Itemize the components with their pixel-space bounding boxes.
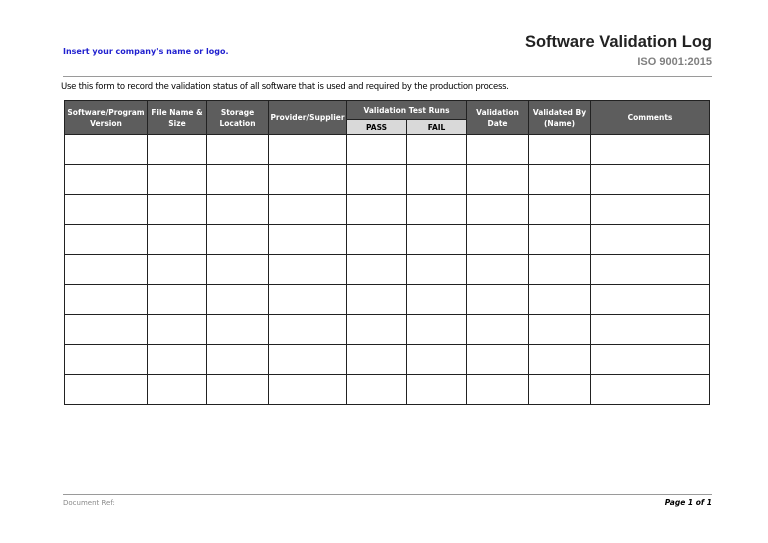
cell-provider-supplier[interactable] [269,195,347,225]
cell-validation-date[interactable] [467,375,529,405]
cell-storage-location[interactable] [207,315,269,345]
cell-pass[interactable] [347,375,407,405]
cell-software-program[interactable] [65,315,148,345]
cell-storage-location[interactable] [207,135,269,165]
cell-validation-date[interactable] [467,315,529,345]
cell-storage-location[interactable] [207,285,269,315]
cell-file-name-size[interactable] [148,225,207,255]
column-header-fail: FAIL [407,120,467,135]
cell-software-program[interactable] [65,255,148,285]
table-row [65,285,710,315]
cell-software-program[interactable] [65,225,148,255]
cell-file-name-size[interactable] [148,375,207,405]
cell-provider-supplier[interactable] [269,225,347,255]
cell-pass[interactable] [347,195,407,225]
cell-pass[interactable] [347,345,407,375]
cell-storage-location[interactable] [207,195,269,225]
cell-validation-date[interactable] [467,135,529,165]
cell-software-program[interactable] [65,285,148,315]
table-row [65,345,710,375]
cell-provider-supplier[interactable] [269,255,347,285]
cell-comments[interactable] [591,255,710,285]
cell-comments[interactable] [591,375,710,405]
cell-storage-location[interactable] [207,165,269,195]
cell-comments[interactable] [591,135,710,165]
column-header-validation-test-runs: Validation Test Runs [347,101,467,120]
cell-storage-location[interactable] [207,225,269,255]
table-row [65,255,710,285]
validation-log-table [64,100,710,405]
cell-comments[interactable] [591,165,710,195]
cell-software-program[interactable] [65,345,148,375]
cell-storage-location[interactable] [207,375,269,405]
table-row [65,225,710,255]
cell-comments[interactable] [591,195,710,225]
cell-fail[interactable] [407,165,467,195]
cell-fail[interactable] [407,345,467,375]
cell-storage-location[interactable] [207,255,269,285]
footer-divider [63,494,712,495]
cell-pass[interactable] [347,135,407,165]
column-header-storage-location: Storage Location [207,101,269,135]
page-number: Page 1 of 1 [664,498,712,507]
cell-file-name-size[interactable] [148,195,207,225]
cell-software-program[interactable] [65,195,148,225]
cell-fail[interactable] [407,315,467,345]
cell-comments[interactable] [591,285,710,315]
cell-file-name-size[interactable] [148,255,207,285]
cell-file-name-size[interactable] [148,285,207,315]
cell-provider-supplier[interactable] [269,165,347,195]
cell-validated-by[interactable] [529,345,591,375]
cell-fail[interactable] [407,255,467,285]
document-ref-label: Document Ref: [63,499,115,507]
cell-file-name-size[interactable] [148,345,207,375]
log-table-body [65,135,710,405]
column-header-validated-by: Validated By (Name) [529,101,591,135]
cell-validation-date[interactable] [467,345,529,375]
column-header-software-program: Software/Program Version [65,101,148,135]
form-instruction: Use this form to record the validation status of all software that is used and required by the production process. [61,82,509,92]
cell-software-program[interactable] [65,135,148,165]
cell-validation-date[interactable] [467,165,529,195]
company-name-placeholder: Insert your company's name or logo. [63,47,229,56]
cell-pass[interactable] [347,255,407,285]
cell-provider-supplier[interactable] [269,345,347,375]
cell-validation-date[interactable] [467,255,529,285]
cell-pass[interactable] [347,315,407,345]
cell-software-program[interactable] [65,165,148,195]
cell-validation-date[interactable] [467,195,529,225]
cell-validated-by[interactable] [529,135,591,165]
cell-file-name-size[interactable] [148,165,207,195]
iso-standard-label: ISO 9001:2015 [637,56,712,68]
page-title: Software Validation Log [524,33,712,51]
column-header-comments: Comments [591,101,710,135]
cell-comments[interactable] [591,315,710,345]
column-header-validation-date: Validation Date [467,101,529,135]
table-row [65,375,710,405]
cell-storage-location[interactable] [207,345,269,375]
cell-file-name-size[interactable] [148,135,207,165]
cell-validation-date[interactable] [467,225,529,255]
table-row [65,165,710,195]
cell-provider-supplier[interactable] [269,375,347,405]
cell-validated-by[interactable] [529,285,591,315]
cell-provider-supplier[interactable] [269,315,347,345]
cell-fail[interactable] [407,285,467,315]
cell-validated-by[interactable] [529,375,591,405]
column-header-provider-supplier: Provider/Supplier [269,101,347,135]
header-divider [63,76,712,77]
table-row [65,315,710,345]
column-header-pass: PASS [347,120,407,135]
cell-fail[interactable] [407,195,467,225]
cell-pass[interactable] [347,225,407,255]
table-row [65,195,710,225]
cell-fail[interactable] [407,135,467,165]
cell-provider-supplier[interactable] [269,135,347,165]
cell-comments[interactable] [591,225,710,255]
cell-validation-date[interactable] [467,285,529,315]
cell-software-program[interactable] [65,375,148,405]
cell-comments[interactable] [591,345,710,375]
cell-validated-by[interactable] [529,165,591,195]
cell-validated-by[interactable] [529,315,591,345]
cell-pass[interactable] [347,285,407,315]
cell-file-name-size[interactable] [148,315,207,345]
table-row [65,135,710,165]
cell-validated-by[interactable] [529,195,591,225]
column-header-file-name-size: File Name & Size [148,101,207,135]
cell-validated-by[interactable] [529,255,591,285]
cell-provider-supplier[interactable] [269,285,347,315]
cell-pass[interactable] [347,165,407,195]
cell-fail[interactable] [407,225,467,255]
cell-validated-by[interactable] [529,225,591,255]
cell-fail[interactable] [407,375,467,405]
